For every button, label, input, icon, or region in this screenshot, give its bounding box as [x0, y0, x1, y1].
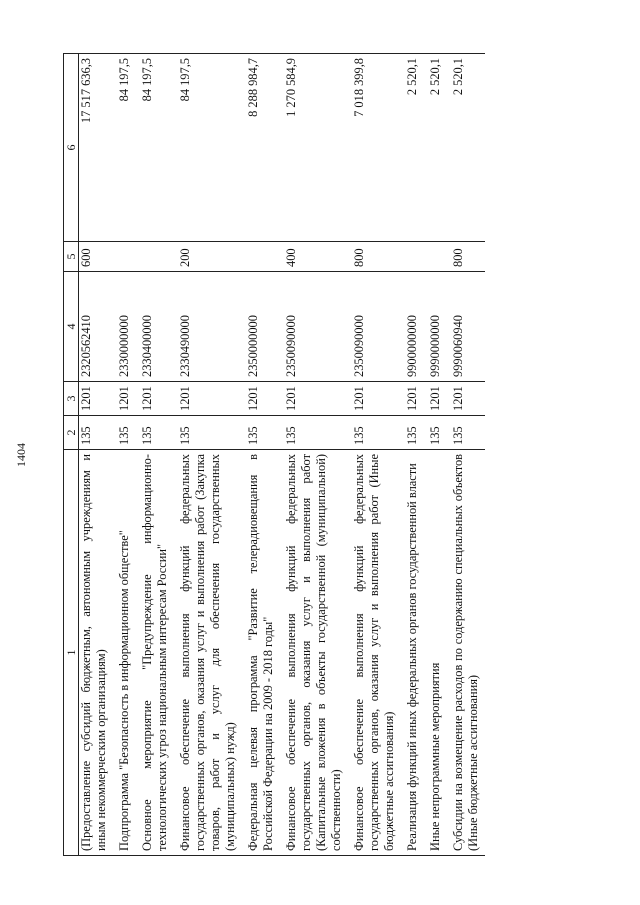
row-target-article-cell: 2350090000 [280, 272, 348, 382]
header-cell: 3 [64, 382, 79, 416]
row-section-cell: 1201 [174, 382, 242, 416]
page-number: 1404 [14, 443, 28, 467]
row-section-cell: 1201 [280, 382, 348, 416]
table-row [348, 54, 401, 856]
row-name-cell: Субсидии на возмещение расходов по содержанию специальных объектов (Иные бюджетные ассигнования) [447, 450, 485, 856]
row-name-cell: Реализация функций иных федеральных органов государственной власти [401, 450, 424, 856]
row-amount-cell: 2 520,1 [447, 54, 485, 242]
row-name-cell: Федеральная целевая программа "Развитие телерадиовещания в Российской Федерации на 2009 - 2018 годы" [242, 450, 280, 856]
table-body [79, 54, 486, 856]
table-row [136, 54, 174, 856]
row-expense-type-cell [242, 242, 280, 272]
row-amount-cell: 84 197,5 [136, 54, 174, 242]
row-expense-type-cell [424, 242, 447, 272]
row-name-cell: (Предоставление субсидий бюджетным, автономным учреждениям и иным некоммерческим организациям) [79, 450, 114, 856]
row-name-cell: Подпрограмма "Безопасность в информационном обществе" [113, 450, 136, 856]
row-expense-type-cell [113, 242, 136, 272]
row-admin-code-cell: 135 [280, 416, 348, 450]
table-row [280, 54, 348, 856]
row-section-cell: 1201 [424, 382, 447, 416]
row-admin-code-cell: 135 [447, 416, 485, 450]
row-admin-code-cell: 135 [401, 416, 424, 450]
table-row [401, 54, 424, 856]
header-cell: 5 [64, 242, 79, 272]
row-section-cell: 1201 [348, 382, 401, 416]
row-amount-cell: 2 520,1 [401, 54, 424, 242]
row-section-cell: 1201 [401, 382, 424, 416]
row-expense-type-cell: 400 [280, 242, 348, 272]
row-expense-type-cell [401, 242, 424, 272]
row-amount-cell: 84 197,5 [113, 54, 136, 242]
row-target-article-cell: 9990000000 [424, 272, 447, 382]
table-header-row [64, 54, 79, 856]
row-admin-code-cell: 135 [79, 416, 114, 450]
row-target-article-cell: 2320562410 [79, 272, 114, 382]
header-cell: 4 [64, 272, 79, 382]
row-target-article-cell: 2330000000 [113, 272, 136, 382]
row-name-cell: Финансовое обеспечение выполнения функций федеральных государственных органов, оказания услуг и выполнения работ (Капитальные вложения в объекты государственной (муниципальной) собственности) [280, 450, 348, 856]
table-row [113, 54, 136, 856]
row-name-cell: Иные непрограммные мероприятия [424, 450, 447, 856]
header-cell: 6 [64, 54, 79, 242]
row-section-cell: 1201 [113, 382, 136, 416]
row-target-article-cell: 2350090000 [348, 272, 401, 382]
header-cell: 1 [64, 450, 79, 856]
row-target-article-cell: 9990060940 [447, 272, 485, 382]
row-target-article-cell: 2350000000 [242, 272, 280, 382]
row-expense-type-cell: 800 [447, 242, 485, 272]
table-row [242, 54, 280, 856]
row-amount-cell: 1 270 584,9 [280, 54, 348, 242]
row-name-cell: Финансовое обеспечение выполнения функций федеральных государственных органов, оказания услуг и выполнения работ (Иные бюджетные ассигнования) [348, 450, 401, 856]
row-target-article-cell: 9900000000 [401, 272, 424, 382]
table-row [424, 54, 447, 856]
row-name-cell: Основное мероприятие "Предупреждение информационно-технологических угроз национальным интересам России" [136, 450, 174, 856]
budget-table [63, 53, 485, 856]
row-admin-code-cell: 135 [113, 416, 136, 450]
table-row [174, 54, 242, 856]
row-admin-code-cell: 135 [174, 416, 242, 450]
row-admin-code-cell: 135 [136, 416, 174, 450]
row-target-article-cell: 2330400000 [136, 272, 174, 382]
table-row [447, 54, 485, 856]
header-cell: 2 [64, 416, 79, 450]
row-section-cell: 1201 [447, 382, 485, 416]
row-amount-cell: 84 197,5 [174, 54, 242, 242]
row-admin-code-cell: 135 [242, 416, 280, 450]
row-amount-cell: 17 517 636,3 [79, 54, 114, 242]
row-expense-type-cell [136, 242, 174, 272]
row-amount-cell: 7 018 399,8 [348, 54, 401, 242]
row-expense-type-cell: 200 [174, 242, 242, 272]
table-row [79, 54, 114, 856]
row-expense-type-cell: 600 [79, 242, 114, 272]
row-section-cell: 1201 [136, 382, 174, 416]
row-section-cell: 1201 [79, 382, 114, 416]
row-admin-code-cell: 135 [424, 416, 447, 450]
row-name-cell: Финансовое обеспечение выполнения функций федеральных государственных органов, оказания услуг и выполнения работ (Закупка товаров, работ и услуг для обеспечения государственных (муниципальных) нужд) [174, 450, 242, 856]
row-target-article-cell: 2330490000 [174, 272, 242, 382]
row-amount-cell: 8 288 984,7 [242, 54, 280, 242]
row-amount-cell: 2 520,1 [424, 54, 447, 242]
row-expense-type-cell: 800 [348, 242, 401, 272]
row-admin-code-cell: 135 [348, 416, 401, 450]
row-section-cell: 1201 [242, 382, 280, 416]
